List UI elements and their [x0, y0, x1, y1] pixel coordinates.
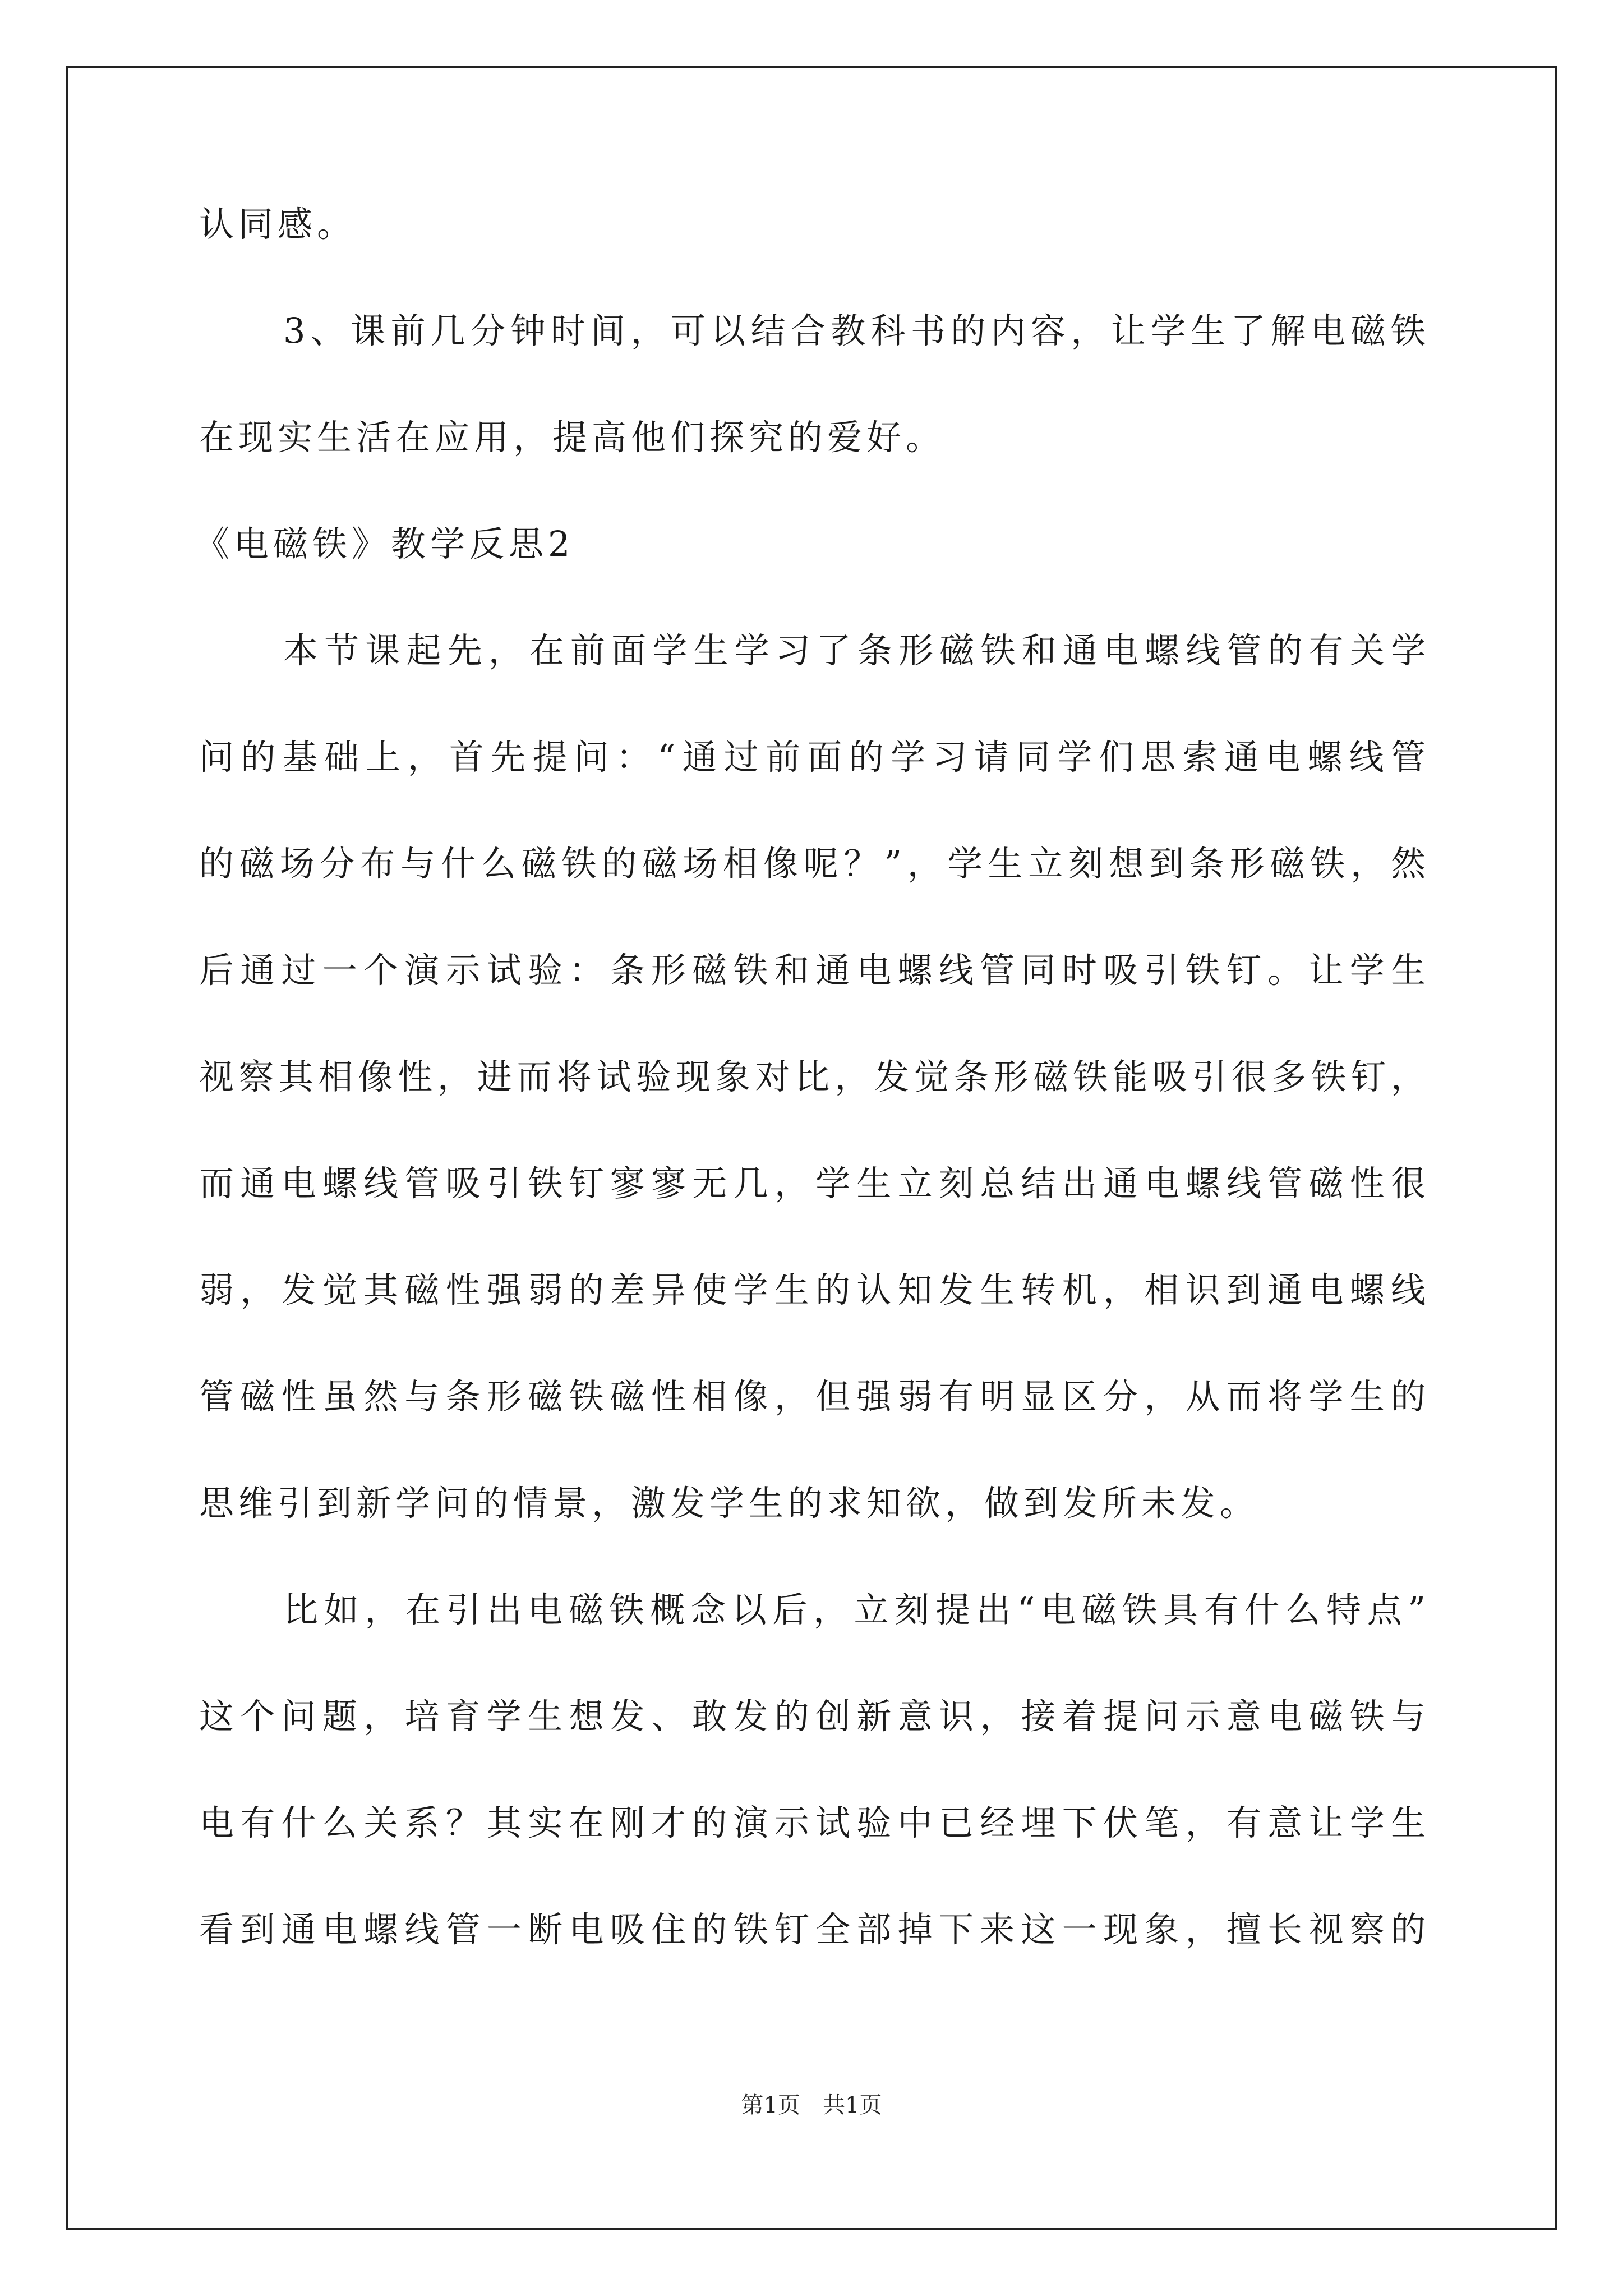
text-line: 本节课起先，在前面学生学习了条形磁铁和通电螺线管的有关学 — [283, 630, 1430, 671]
text-line: 认同感。 — [199, 204, 357, 245]
text-line: 管磁性虽然与条形磁铁磁性相像，但强弱有明显区分，从而将学生的 — [199, 1376, 1430, 1417]
text-line: 看到通电螺线管一断电吸住的铁钉全部掉下来这一现象，擅长视察的 — [199, 1909, 1430, 1950]
text-line: 弱，发觉其磁性强弱的差异使学生的认知发生转机，相识到通电螺线 — [199, 1269, 1430, 1310]
text-line: 电有什么关系？其实在刚才的演示试验中已经埋下伏笔，有意让学生 — [199, 1802, 1430, 1843]
text-line: 问的基础上，首先提问：“通过前面的学习请同学们思索通电螺线管 — [199, 737, 1430, 777]
text-line: 3、课前几分钟时间，可以结合教科书的内容，让学生了解电磁铁 — [283, 310, 1430, 351]
text-line: 后通过一个演示试验：条形磁铁和通电螺线管同时吸引铁钉。让学生 — [199, 950, 1430, 991]
text-line: 这个问题，培育学生想发、敢发的创新意识，接着提问示意电磁铁与 — [199, 1696, 1430, 1737]
page-number-footer: 第1页 共1页 — [741, 2092, 882, 2118]
section-heading: 《电磁铁》教学反思2 — [195, 523, 575, 564]
text-line: 的磁场分布与什么磁铁的磁场相像呢？”，学生立刻想到条形磁铁，然 — [199, 843, 1430, 884]
page-border — [66, 66, 1557, 2230]
text-line: 思维引到新学问的情景，激发学生的求知欲，做到发所未发。 — [199, 1483, 1260, 1524]
text-line: 视察其相像性，进而将试验现象对比，发觉条形磁铁能吸引很多铁钉， — [199, 1056, 1430, 1097]
text-line: 而通电螺线管吸引铁钉寥寥无几，学生立刻总结出通电螺线管磁性很 — [199, 1163, 1430, 1204]
text-line: 比如，在引出电磁铁概念以后，立刻提出“电磁铁具有什么特点” — [283, 1589, 1430, 1630]
text-line: 在现实生活在应用，提高他们探究的爱好。 — [199, 417, 946, 458]
